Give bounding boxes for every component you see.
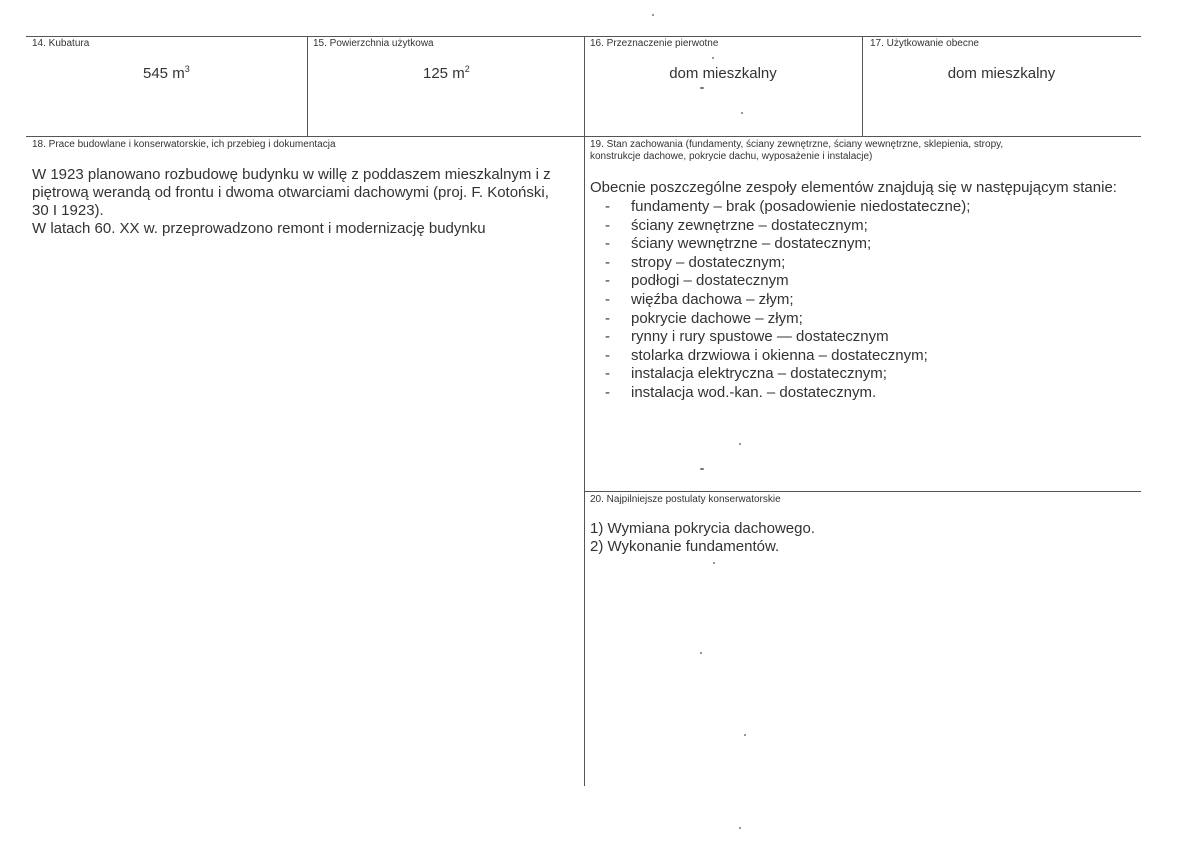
uzytkowanie-value: dom mieszkalny (947, 65, 1056, 82)
list-item: - ściany zewnętrzne – dostatecznym; (605, 216, 868, 234)
scan-speck (741, 112, 743, 114)
kubatura-unit-exponent: 3 (184, 64, 190, 74)
uzytkowanie-label: 17. Użytkowanie obecne (870, 38, 979, 49)
kubatura-label: 14. Kubatura (32, 38, 90, 49)
stan-intro: Obecnie poszczególne zespoły elementów znajdują się w następującym stanie: (590, 179, 1117, 196)
postulaty-list (590, 520, 815, 556)
list-item: - podłogi – dostatecznym (605, 272, 789, 290)
stan-list (605, 198, 970, 403)
scan-speck (739, 827, 741, 829)
scan-speck (744, 734, 746, 736)
prace-line-4: W latach 60. XX w. przeprowadzono remont i modernizację budynku (32, 220, 486, 237)
list-item: - rynny i rury spustowe — dostatecznym (605, 328, 889, 346)
dash-marker: - (605, 272, 610, 290)
list-item: - fundamenty – brak (posadowienie niedostateczne); (605, 198, 971, 215)
list-item: 1) Wymiana pokrycia dachowego. (590, 520, 815, 537)
dash-marker: - (605, 346, 610, 364)
powierzchnia-unit-exponent: 2 (464, 64, 470, 74)
dash-marker: - (605, 235, 610, 253)
dash-marker: - (605, 198, 610, 215)
col-divider-3 (862, 36, 863, 137)
dash-marker: - (605, 290, 610, 308)
postulaty-label: 20. Najpilniejsze postulaty konserwatorskie (590, 494, 781, 505)
list-item: - stolarka drzwiowa i okienna – dostatecznym; (605, 346, 928, 364)
prace-line-1: W 1923 planowano rozbudowę budynku w willę z poddaszem mieszkalnym i z (32, 166, 551, 183)
prace-line-3: 30 I 1923). (32, 202, 104, 219)
scan-speck (713, 562, 715, 564)
przeznaczenie-label: 16. Przeznaczenie pierwotne (590, 38, 719, 49)
prace-label: 18. Prace budowlane i konserwatorskie, ich przebieg i dokumentacja (32, 139, 336, 150)
stan-label-line-2: konstrukcje dachowe, pokrycie dachu, wyposażenie i instalacje) (590, 151, 873, 162)
powierzchnia-value: 125 $m^2$ (423, 64, 470, 82)
section-20-top-border (584, 491, 1141, 492)
dash-marker: - (605, 365, 610, 383)
przeznaczenie-value: dom mieszkalny (669, 65, 777, 82)
list-item: - pokrycie dachowe – złym; (605, 309, 803, 327)
col-divider-1 (307, 36, 308, 137)
list-item: - instalacja wod.-kan. – dostatecznym. (605, 383, 877, 401)
list-item: 2) Wykonanie fundamentów. (590, 538, 780, 555)
dash-marker: - (605, 383, 610, 401)
prace-line-2: piętrową werandą od frontu i dwoma otwarciami dachowymi (proj. F. Kotoński, (32, 184, 549, 201)
stan-label-line-1: 19. Stan zachowania (fundamenty, ściany zewnętrzne, ściany wewnętrzne, sklepienia, stropy, (590, 139, 1004, 150)
scan-speck (652, 14, 654, 16)
scan-speck (700, 652, 702, 654)
list-item: - instalacja elektryczna – dostatecznym; (605, 365, 887, 383)
powierzchnia-label: 15. Powierzchnia użytkowa (313, 38, 434, 49)
dash-marker: - (605, 328, 610, 346)
scan-speck (739, 443, 741, 445)
dash-marker: - (605, 253, 610, 271)
list-item: - ściany wewnętrzne – dostatecznym; (605, 235, 872, 253)
kubatura-value: 545 $m^3$ (143, 64, 190, 82)
list-item: - więźba dachowa – złym; (605, 290, 794, 308)
dash-marker: - (605, 216, 610, 234)
prace-text (32, 166, 580, 238)
col-divider-2 (584, 36, 585, 786)
list-item: - stropy – dostatecznym; (605, 253, 786, 271)
dash-marker: - (605, 309, 610, 327)
scan-speck (700, 87, 704, 89)
scan-speck (712, 57, 714, 59)
scan-speck (700, 468, 704, 470)
